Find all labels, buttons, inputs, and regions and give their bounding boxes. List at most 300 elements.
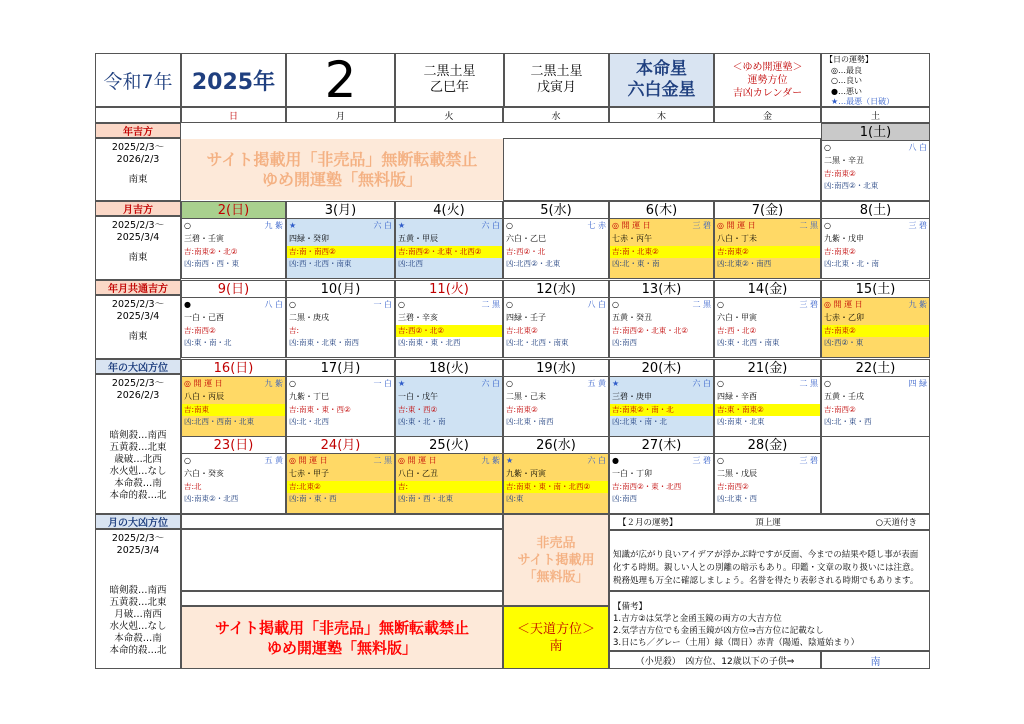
day-mark: ★ <box>398 221 406 230</box>
kyotsu-info <box>95 295 181 359</box>
tendo-direction: 南 <box>549 638 563 654</box>
day-mark: ○ <box>398 300 405 309</box>
weekday-0: 日 <box>181 107 286 123</box>
day-cell[interactable] <box>821 280 930 358</box>
day-star: 三 碧 <box>692 456 711 465</box>
legend-worst: ★…最悪（日破） <box>831 97 895 106</box>
day-kichi: 吉:南東②・南・北 <box>610 404 713 416</box>
brand-line2: 運勢方位 <box>747 74 788 86</box>
weekday-3: 水 <box>503 107 609 123</box>
day-kyo: 凶:南・東・西 <box>289 494 337 503</box>
biko-title: 【備考】 <box>613 602 648 612</box>
day-kyo: 凶:東 <box>506 494 524 503</box>
day-date: 5(水) <box>504 202 608 219</box>
side-line: 五黄殺…北東 <box>109 442 167 453</box>
day-kanshi: 九紫・戊申 <box>824 234 864 243</box>
day-mark-row <box>610 219 713 232</box>
day-mark: ○ <box>824 143 831 152</box>
day-cell[interactable] <box>609 359 714 437</box>
watermark-line: 「無料版」 <box>523 569 589 585</box>
watermark-line: 非売品 <box>536 535 576 551</box>
day-date: 20(木) <box>610 360 713 377</box>
side-line: 2025/3/4 <box>116 545 160 556</box>
day-kichi: 吉:西②・北② <box>396 325 502 337</box>
day-kanshi: 六白・乙巳 <box>506 234 546 243</box>
day-cell[interactable] <box>181 201 286 279</box>
side-line: 2025/2/3～ <box>111 378 165 389</box>
day-date: 22(土) <box>822 360 929 377</box>
day-date: 8(土) <box>822 202 929 219</box>
year-star <box>395 53 504 107</box>
day-cell[interactable] <box>821 359 930 437</box>
day-star: 八 白 <box>264 300 283 309</box>
day-kichi: 吉:南・南西② <box>287 246 394 258</box>
day-kyo: 凶:北東・南・北 <box>612 417 668 426</box>
weekday-2: 火 <box>395 107 503 123</box>
day-star: 三 碧 <box>908 221 927 230</box>
side-line: 暗剣殺…南西 <box>109 585 167 596</box>
day-cell[interactable] <box>609 201 714 279</box>
honmei-star <box>609 53 714 107</box>
day-date: 28(金) <box>715 437 820 454</box>
day-mark: ○ <box>506 300 513 309</box>
day-date: 3(月) <box>287 202 394 219</box>
day-kichi: 吉: <box>289 326 300 335</box>
day-kanshi: 四緑・癸卯 <box>289 234 329 243</box>
day-star: 三 碧 <box>799 300 818 309</box>
day-star: 四 緑 <box>908 379 927 388</box>
day-star: 二 黒 <box>799 379 818 388</box>
day-mark-row <box>396 377 502 390</box>
day-cell[interactable] <box>503 201 609 279</box>
watermark-middle <box>503 514 609 606</box>
day-cell[interactable] <box>395 436 503 514</box>
day-cell[interactable] <box>286 359 395 437</box>
day-kichi: 吉:南東② <box>715 246 820 258</box>
day-cell[interactable] <box>714 436 821 514</box>
day-kyo: 凶:南東・北東・南西 <box>289 338 360 347</box>
weekday-5: 金 <box>714 107 821 123</box>
day-kyo: 凶:南西 <box>612 338 638 347</box>
side-line: 2025/3/4 <box>116 311 160 322</box>
day-kyo: 凶:南西・西・東 <box>184 259 240 268</box>
watermark-line: ゆめ開運塾「無料版」 <box>261 169 422 189</box>
day-kanshi: 七赤・乙卯 <box>824 313 864 322</box>
side-line: 歳破…北西 <box>114 454 162 465</box>
day-kichi: 吉:北東② <box>287 481 394 493</box>
day-kyo: 凶:北東・北・南 <box>824 259 880 268</box>
day-kichi: 吉:南西②・北東・北② <box>612 326 688 335</box>
day-kichi: 吉:南東・東・西② <box>289 405 351 414</box>
day-cell[interactable] <box>609 280 714 358</box>
side-line: 2025/2/3～ <box>111 533 165 544</box>
watermark-line: サイト掲載用「非売品」無断転載禁止 <box>206 149 478 169</box>
day-mark-row <box>610 298 713 311</box>
day-cell[interactable] <box>395 359 503 437</box>
day-kyo: 凶:南西 <box>612 494 638 503</box>
day-kichi: 吉:南東② <box>824 247 856 256</box>
day-kanshi: 二黒・戊辰 <box>717 469 757 478</box>
day-kichi: 吉:南東・東・南・北西② <box>504 481 608 493</box>
day-date: 1(土) <box>822 124 929 141</box>
day-mark: ○ <box>717 456 724 465</box>
day-cell[interactable] <box>395 280 503 358</box>
day-kichi: 吉:南東 <box>182 404 285 416</box>
day-mark: ○ <box>289 379 296 388</box>
tsuki-daikyo-label: 月の大凶方位 <box>95 514 181 529</box>
day-date: 27(木) <box>610 437 713 454</box>
nen-daikyo-info <box>95 374 181 514</box>
day-mark-row <box>287 298 394 311</box>
side-line: 南東 <box>128 331 148 342</box>
day-kanshi: 四緑・壬子 <box>506 313 546 322</box>
day-kyo: 凶:北西②・北東 <box>506 259 561 268</box>
day-star: 八 白 <box>587 300 606 309</box>
day-kichi: 吉:南東② <box>822 325 929 337</box>
day-date: 2(日) <box>182 202 285 219</box>
nen-kichi-info <box>95 138 181 201</box>
day-mark-row <box>822 141 929 154</box>
day-kanshi: 二黒・己未 <box>506 392 546 401</box>
day-kyo: 凶:北・北西・南東 <box>506 338 569 347</box>
day-mark: ★ <box>398 379 406 388</box>
day-date: 15(土) <box>822 281 929 298</box>
day-kanshi: 二黒・辛丑 <box>824 156 864 165</box>
nen-kichi-label: 年吉方 <box>95 123 181 138</box>
day-mark-row <box>287 219 394 232</box>
day-kichi: 吉:東・西② <box>398 405 438 414</box>
side-line: 2026/2/3 <box>116 154 160 165</box>
unsei-title: 【２月の運勢】 <box>618 518 678 528</box>
day-date: 7(金) <box>715 202 820 219</box>
nen-daikyo-label: 年の大凶方位 <box>95 359 181 374</box>
day-star: 九 紫 <box>264 221 283 230</box>
day-cell[interactable] <box>181 436 286 514</box>
day-kyo: 凶:北西 <box>398 259 424 268</box>
day-kyo: 凶:北・北西 <box>289 417 330 426</box>
side-line: 2025/2/3～ <box>111 220 165 231</box>
day-star: 二 黒 <box>481 300 500 309</box>
day-star: 九 紫 <box>908 300 927 309</box>
brand-line1: ＜ゆめ開運塾＞ <box>732 61 803 73</box>
year-star-line2: 乙巳年 <box>429 80 469 95</box>
day-kichi: 吉:東・南東② <box>715 404 820 416</box>
day-mark: ○ <box>289 300 296 309</box>
day-date: 21(金) <box>715 360 820 377</box>
day-date: 18(火) <box>396 360 502 377</box>
watermark-top <box>181 139 503 200</box>
day-star: 三 碧 <box>692 221 711 230</box>
day-kanshi: 七赤・丙午 <box>612 234 652 243</box>
day-cell[interactable] <box>181 359 286 437</box>
day-kichi: 吉:北 <box>184 482 202 491</box>
day-kyo: 凶:南東・北東 <box>717 417 765 426</box>
weekday-6: 土 <box>821 107 930 123</box>
day-mark: ★ <box>612 379 620 388</box>
day-date: 16(日) <box>182 360 285 377</box>
day-star: 三 碧 <box>799 456 818 465</box>
day-mark-row <box>287 377 394 390</box>
day-star: 六 白 <box>587 456 606 465</box>
day-kichi: 吉:南西②・東・北西 <box>612 482 682 491</box>
day-kanshi: 六白・癸亥 <box>184 469 224 478</box>
legend-box <box>821 53 930 107</box>
day-kichi: 吉:南東②・北② <box>184 247 238 256</box>
day-star: 九 紫 <box>481 456 500 465</box>
shoniketsu-label: （小児殺） 凶方位、12歳以下の子供⇒ <box>609 651 821 669</box>
day-mark: ○ <box>824 221 831 230</box>
legend-bad: ●…悪い <box>831 86 862 96</box>
month-star-line2: 戊寅月 <box>536 80 576 95</box>
watermark-bottom <box>181 606 503 669</box>
day-mark: ◎ 開 運 日 <box>824 300 863 309</box>
day-date: 6(木) <box>610 202 713 219</box>
day-mark: ○ <box>506 221 513 230</box>
day-date: 12(水) <box>504 281 608 298</box>
day-star: 七 赤 <box>587 221 606 230</box>
day-date: 11(火) <box>396 281 502 298</box>
day-star: 一 白 <box>373 379 392 388</box>
day-star: 五 黄 <box>264 456 283 465</box>
watermark-line: ゆめ開運塾「無料版」 <box>266 638 417 657</box>
day-cell[interactable] <box>286 201 395 279</box>
day-mark-row <box>610 454 713 467</box>
day-star: 二 黒 <box>692 300 711 309</box>
day-kichi: 吉:南西② <box>717 482 749 491</box>
side-line: 南東 <box>128 174 148 185</box>
day-kanshi: 五黄・癸丑 <box>612 313 652 322</box>
day-mark-row <box>182 454 285 467</box>
day-date: 9(日) <box>182 281 285 298</box>
day-mark-row <box>396 454 502 467</box>
day-kichi: 吉:南西② <box>824 405 856 414</box>
day-mark-row <box>715 219 820 232</box>
day-cell[interactable] <box>714 280 821 358</box>
day-kanshi: 五黄・壬戌 <box>824 392 864 401</box>
day-date: 25(火) <box>396 437 502 454</box>
honmei-line2: 六白金星 <box>627 80 696 100</box>
day-cell[interactable] <box>503 359 609 437</box>
day-mark: ★ <box>289 221 297 230</box>
side-line: 五黄殺…北東 <box>109 597 167 608</box>
day-mark: ● <box>612 456 619 465</box>
day-kichi: 吉:西②・北 <box>506 247 546 256</box>
day-star: 八 白 <box>908 143 927 152</box>
day-star: 五 黄 <box>587 379 606 388</box>
day-kanshi: 五黄・甲辰 <box>398 234 438 243</box>
day-kanshi: 四緑・辛酉 <box>717 392 757 401</box>
side-line: 月破…南西 <box>114 609 162 620</box>
day-cell[interactable] <box>503 436 609 514</box>
side-line: 2025/3/4 <box>116 232 160 243</box>
month-star <box>504 53 609 107</box>
legend-title: 【日の運勢】 <box>825 55 873 64</box>
day-kyo: 凶:北・東・西 <box>824 417 872 426</box>
day-mark: ● <box>184 300 191 309</box>
kyotsu-label: 年月共通吉方 <box>95 280 181 295</box>
day-mark: ○ <box>184 221 191 230</box>
getsu-kichi-label: 月吉方 <box>95 201 181 216</box>
day-kichi: 吉:南西②・北東・北西② <box>396 246 502 258</box>
day-mark-row <box>822 377 929 390</box>
day-kichi: 吉:西・北② <box>717 326 757 335</box>
tendo-box <box>503 606 609 669</box>
day-mark: ○ <box>824 379 831 388</box>
day-date: 23(日) <box>182 437 285 454</box>
honmei-line1: 本命星 <box>636 59 687 79</box>
day-date: 14(金) <box>715 281 820 298</box>
weekday-4: 木 <box>609 107 714 123</box>
day-kanshi: 六白・甲寅 <box>717 313 757 322</box>
side-line: 本命殺…南 <box>114 478 162 489</box>
side-line: 2025/2/3～ <box>111 299 165 310</box>
month-star-line1: 二黒土星 <box>530 64 583 79</box>
day-mark: ◎ 開 運 日 <box>717 221 756 230</box>
watermark-line: サイト掲載用「非売品」無断転載禁止 <box>215 618 469 637</box>
day-mark-row <box>504 219 608 232</box>
day-cell[interactable] <box>714 359 821 437</box>
day-kanshi: 三碧・庚申 <box>612 392 652 401</box>
day-cell[interactable] <box>181 280 286 358</box>
biko-line: 3.日にち／グレー（土用）緑（間日）赤青（陽遁、陰遁始まり） <box>613 638 860 648</box>
day-kanshi: 九紫・丙寅 <box>506 469 546 478</box>
biko-box <box>609 591 930 651</box>
day-kyo: 凶:北西・西南・北東 <box>184 417 255 426</box>
side-line: 本命殺…南 <box>114 633 162 644</box>
day-kichi: 吉:南・北東② <box>610 246 713 258</box>
day-cell[interactable] <box>821 123 930 201</box>
day-date: 17(月) <box>287 360 394 377</box>
day-kichi: 吉: <box>396 481 502 493</box>
day-mark-row <box>182 377 285 390</box>
day-mark: ◎ 開 運 日 <box>289 456 328 465</box>
tsuki-daikyo-info <box>95 529 181 669</box>
day-date: 26(水) <box>504 437 608 454</box>
day-mark-row <box>822 219 929 232</box>
side-line: 2026/2/3 <box>116 390 160 401</box>
day-mark-row <box>182 298 285 311</box>
day-mark: ◎ 開 運 日 <box>184 379 223 388</box>
day-mark-row <box>504 454 608 467</box>
day-star: 六 白 <box>373 221 392 230</box>
day-kanshi: 一白・戊午 <box>398 392 438 401</box>
day-kyo: 凶:北・東・南 <box>612 259 660 268</box>
day-kanshi: 七赤・甲子 <box>289 469 329 478</box>
biko-line: 2.気学吉方位でも金函玉鏡が凶方位⇒吉方位に記載なし <box>613 626 824 636</box>
day-mark-row <box>715 298 820 311</box>
day-mark-row <box>396 219 502 232</box>
day-kanshi: 三碧・壬寅 <box>184 234 224 243</box>
day-kanshi: 三碧・辛亥 <box>398 313 438 322</box>
day-mark: ○ <box>612 300 619 309</box>
day-cell[interactable] <box>821 201 930 279</box>
legend-best: ◎…最良 <box>831 65 862 75</box>
watermark-line: サイト掲載用 <box>517 552 595 568</box>
day-mark-row <box>610 377 713 390</box>
day-star: 二 黒 <box>373 456 392 465</box>
day-kyo: 凶:北東②・南西 <box>717 259 772 268</box>
day-cell[interactable] <box>286 280 395 358</box>
day-mark-row <box>504 298 608 311</box>
day-date: 24(月) <box>287 437 394 454</box>
day-kanshi: 一白・己酉 <box>184 313 224 322</box>
side-line: 水火剋…なし <box>109 466 167 477</box>
side-line: 本命的殺…北 <box>109 490 167 501</box>
day-kyo: 凶:北東・南西 <box>506 417 554 426</box>
day-kyo: 凶:西・北西・南東 <box>289 259 352 268</box>
brand-box <box>714 53 821 107</box>
unsei-header <box>609 514 930 530</box>
day-kanshi: 八白・丙辰 <box>184 392 224 401</box>
day-mark-row <box>822 298 929 311</box>
day-star: 二 黒 <box>799 221 818 230</box>
day-cell[interactable] <box>714 201 821 279</box>
day-date: 4(火) <box>396 202 502 219</box>
day-kyo: 凶:東・北西・南東 <box>717 338 780 347</box>
day-star: 九 紫 <box>264 379 283 388</box>
day-kanshi: 八白・乙丑 <box>398 469 438 478</box>
day-kyo: 凶:東・南・北 <box>184 338 232 347</box>
day-cell[interactable] <box>609 436 714 514</box>
day-mark: ○ <box>717 300 724 309</box>
day-kichi: 吉:南西② <box>184 326 216 335</box>
biko-line: 1.吉方②は気学と金函玉鏡の両方の大吉方位 <box>613 614 782 624</box>
shoniketsu-dir: 南 <box>821 651 930 669</box>
day-mark-row <box>715 377 820 390</box>
weekday-1: 月 <box>286 107 395 123</box>
day-cell[interactable] <box>503 280 609 358</box>
side-line: 南東 <box>128 252 148 263</box>
brand-line3: 吉凶カレンダー <box>732 87 803 99</box>
tendo-title: ＜天道方位＞ <box>516 621 595 637</box>
unsei-tendo: ○天道付き <box>875 518 917 528</box>
day-kanshi: 八白・丁未 <box>717 234 757 243</box>
day-mark-row <box>396 298 502 311</box>
day-kichi: 吉:南東② <box>506 405 538 414</box>
day-kanshi: 九紫・丁巳 <box>289 392 329 401</box>
day-star: 六 白 <box>481 221 500 230</box>
day-mark: ○ <box>717 379 724 388</box>
day-date: 10(月) <box>287 281 394 298</box>
unsei-level: 頂上運 <box>755 518 781 528</box>
day-kyo: 凶:南東②・北西 <box>184 494 239 503</box>
month-number: 2 <box>324 51 357 109</box>
day-mark-row <box>715 454 820 467</box>
day-kanshi: 二黒・庚戌 <box>289 313 329 322</box>
day-star: 六 白 <box>481 379 500 388</box>
era-label: 令和7年 <box>103 70 173 93</box>
day-mark-row <box>287 454 394 467</box>
day-kyo: 凶:南東・東・北西 <box>398 338 461 347</box>
year-label: 2025年 <box>191 69 276 95</box>
day-kyo: 凶:北東・西 <box>717 494 758 503</box>
day-date: 13(木) <box>610 281 713 298</box>
getsu-kichi-info <box>95 216 181 280</box>
day-kanshi: 一白・丁卯 <box>612 469 652 478</box>
year-star-line1: 二黒土星 <box>423 64 476 79</box>
day-mark-row <box>182 219 285 232</box>
unsei-text: 知識が広がり良いアイデアが浮かぶ時ですが反面、今までの結果や隠し事が表面化する時期。親しい人との別離の暗示もあり。印鑑・文章の取り扱いには注意。税務処理も万全に確認しましょう。名誉を得たり表彰される時期でもあります。 <box>609 530 930 591</box>
day-mark: ○ <box>506 379 513 388</box>
day-star: 一 白 <box>373 300 392 309</box>
day-star: 六 白 <box>692 379 711 388</box>
day-mark: ○ <box>184 456 191 465</box>
day-kichi: 吉:北東② <box>506 326 538 335</box>
day-cell[interactable] <box>395 201 503 279</box>
day-cell[interactable] <box>286 436 395 514</box>
day-date: 19(水) <box>504 360 608 377</box>
day-mark-row <box>504 377 608 390</box>
